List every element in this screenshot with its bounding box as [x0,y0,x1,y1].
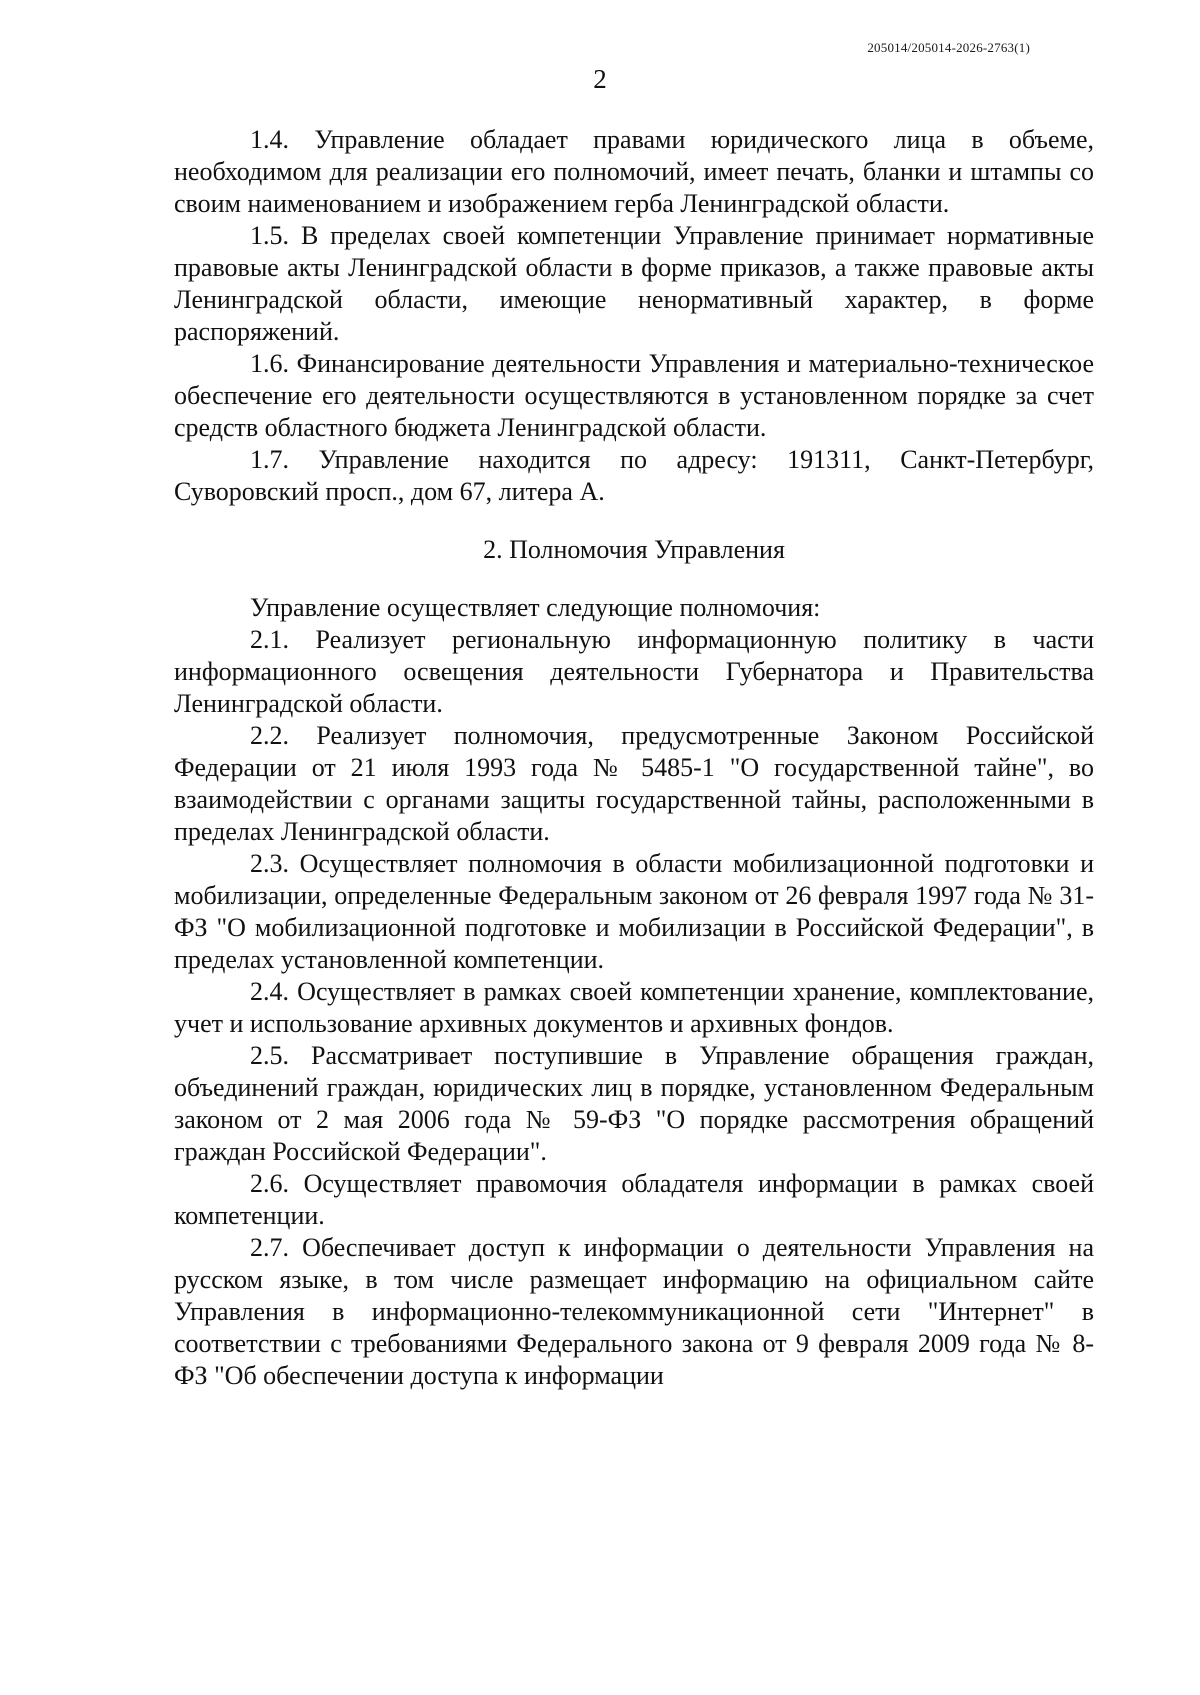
paragraph-1-5: 1.5. В пределах своей компетенции Управление принимает нормативные правовые акты Ленинградской области в форме приказов, а также правовые акты Ленинградской области, имеющие ненормативный характер, в форме распоряжений. [174,221,1094,346]
section-2-title: 2. Полномочия Управления [483,535,785,564]
paragraph-2-4: 2.4. Осуществляет в рамках своей компетенции хранение, комплектование, учет и использование архивных документов и архивных фондов. [174,977,1094,1038]
paragraph-2-5: 2.5. Рассматривает поступившие в Управление обращения граждан, объединений граждан, юридических лиц в порядке, установленном Федеральным законом от 2 мая 2006 года № 59-ФЗ "О порядке рассмотрения обращений граждан Российской Федерации". [174,1041,1094,1166]
paragraph-1-7: 1.7. Управление находится по адресу: 191311, Санкт-Петербург, Суворовский просп., дом 67, литера А. [174,445,1094,506]
page-number: 2 [593,64,607,94]
section-2-intro: Управление осуществляет следующие полномочия: [250,593,821,622]
document-body [174,124,1094,1392]
paragraph-2-7: 2.7. Обеспечивает доступ к информации о деятельности Управления на русском языке, в том числе размещает информацию на официальном сайте Управления в информационно-телекоммуникационной сети "Интернет" в соответствии с требованиями Федерального закона от 9 февраля 2009 года № 8-ФЗ "Об обеспечении доступа к информации [174,1233,1094,1390]
paragraph-1-6: 1.6. Финансирование деятельности Управления и материально-техническое обеспечение его деятельности осуществляются в установленном порядке за счет средств областного бюджета Ленинградской области. [174,349,1094,442]
paragraph-2-6: 2.6. Осуществляет правомочия обладателя информации в рамках своей компетенции. [174,1169,1094,1230]
paragraph-2-1: 2.1. Реализует региональную информационную политику в части информационного освещения деятельности Губернатора и Правительства Ленинградской области. [174,625,1094,718]
paragraph-1-4: 1.4. Управление обладает правами юридического лица в объеме, необходимом для реализации его полномочий, имеет печать, бланки и штампы со своим наименованием и изображением герба Ленинградской области. [174,125,1094,218]
paragraph-2-3: 2.3. Осуществляет полномочия в области мобилизационной подготовки и мобилизации, определенные Федеральным законом от 26 февраля 1997 года № 31-ФЗ "О мобилизационной подготовке и мобилизации в Российской Федерации", в пределах установленной компетенции. [174,849,1094,974]
paragraph-2-2: 2.2. Реализует полномочия, предусмотренные Законом Российской Федерации от 21 июля 1993 года № 5485-1 "О государственной тайне", во взаимодействии с органами защиты государственной тайны, расположенными в пределах Ленинградской области. [174,721,1094,846]
document-registration-number: 205014/205014-2026-2763(1) [867,40,1030,55]
